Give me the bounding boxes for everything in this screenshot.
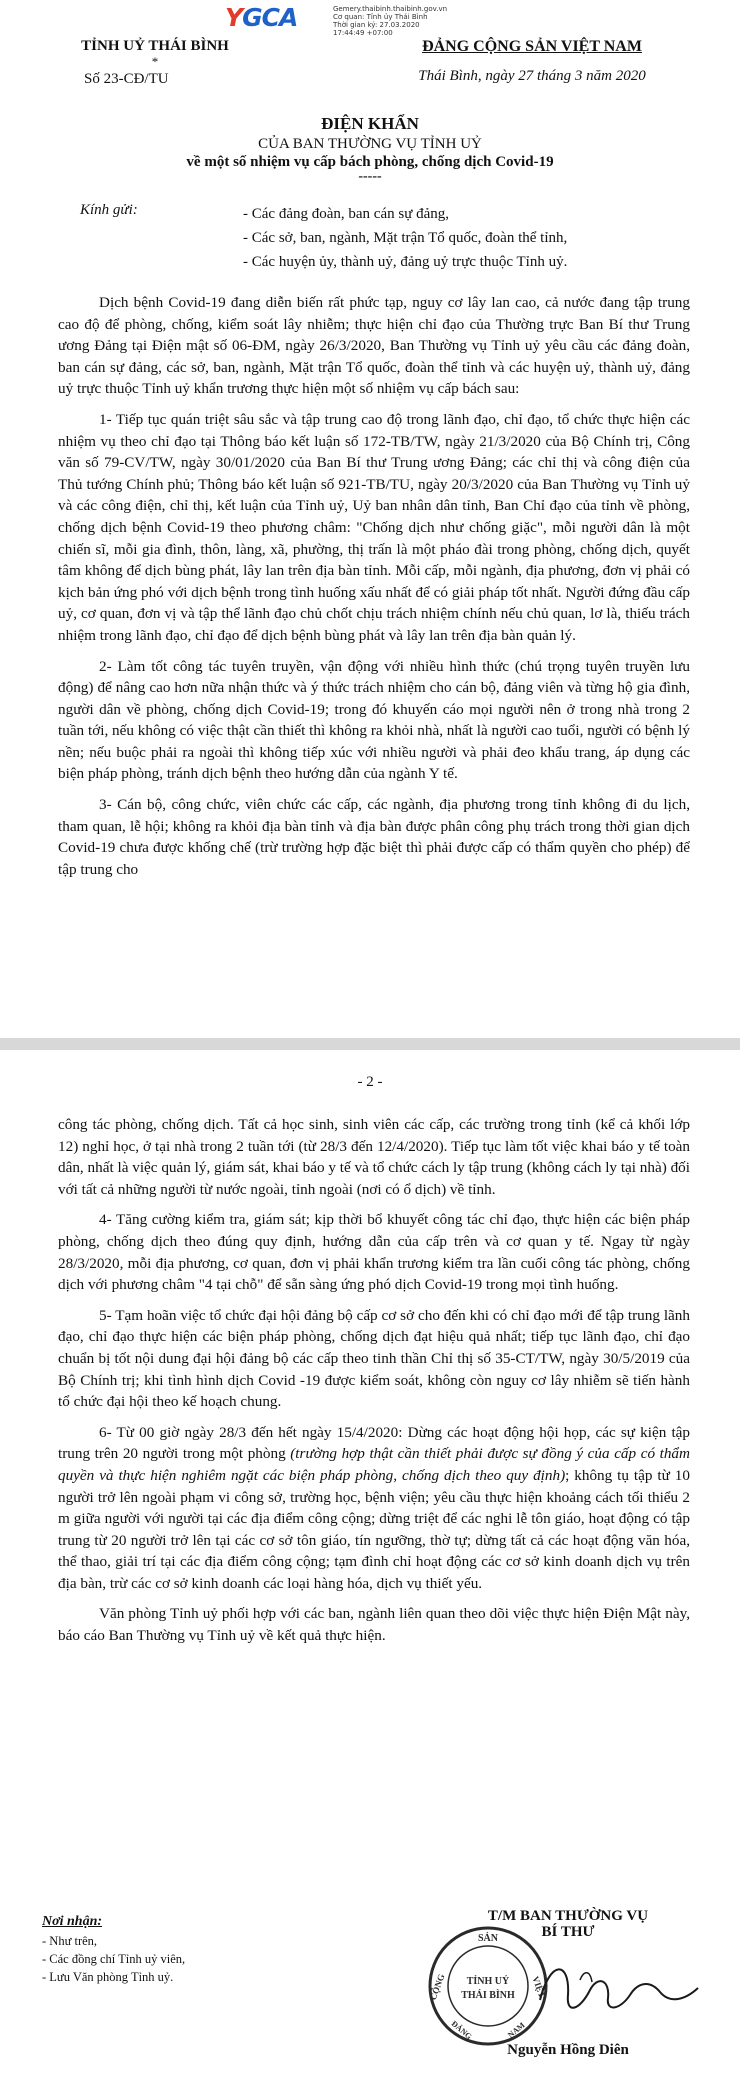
item-5-paragraph: 5- Tạm hoãn việc tổ chức đại hội đảng bộ cấp cơ sở cho đến khi có chỉ đạo mới để tập trung lãnh đạo, chỉ đạo thực hiện các biện pháp phòng, chống dịch đạt hiệu quả nhất; tiếp tục lãnh đạo, chỉ đạo chuẩn bị tốt nội dung đại hội đảng bộ các cấp theo tinh thần Chỉ thị số 35-CT/TW, ngày 30/5/2019 của Bộ Chính trị; khi tình hình dịch Covid -19 được kiểm soát, không còn nguy cơ lây nhiễm sẽ tiến hành tổ chức đại hội theo kế hoạch chung. <box>58 1306 690 1411</box>
document-title <box>0 114 740 183</box>
item-2-paragraph: 2- Làm tốt công tác tuyên truyền, vận động với nhiều hình thức (chú trọng tuyên truyền lưu động) để nâng cao hơn nữa nhận thức và ý thức trách nhiệm cho cán bộ, đảng viên và từng hộ gia đình, người dân về phòng, chống dịch Covid-19; trong đó khuyến cáo mọi người nên ở trong nhà trong 2 tuần tới, nếu không có việc thật cần thiết thì không ra khỏi nhà, nhất là người cao tuổi, người có bệnh lý nền; nếu buộc phải ra ngoài thì không tiếp xúc với nhiều người và phải đeo khẩu trang, áp dụng các biện pháp phòng, tránh dịch bệnh theo hướng dẫn của ngành Y tế. <box>58 657 690 783</box>
seal-text-bottom-left: ĐẢNG <box>449 2019 474 2042</box>
recipients-list <box>243 202 723 274</box>
star-divider: * <box>151 54 159 69</box>
ygca-logo <box>225 3 475 37</box>
item-6-text-a: 6- Từ 00 giờ ngày 28/3 đến hết ngày 15/4/2020: Dừng các hoạt động hội họp, các sự kiện tập trung trên 20 người trong một phòng <box>58 1423 690 1463</box>
recipient-item: - Các huyện ủy, thành uỷ, đảng uỷ trực thuộc Tỉnh uỷ. <box>243 254 568 270</box>
digital-signature-stamp <box>333 5 447 37</box>
handwritten-signature <box>520 1940 710 2030</box>
page-number: - 2 - <box>357 1074 383 1090</box>
item-3-paragraph: 3- Cán bộ, công chức, viên chức các cấp, các ngành, địa phương trong tỉnh không đi du lịch, tham quan, lễ hội; không ra khỏi địa bàn tỉnh và địa bàn được phân công phụ trách trong thời gian dịch Covid-19 chưa được khống chế (trừ trường hợp đặc biệt thì phải được cấp có thẩm quyền cho phép) để tập trung cho <box>58 796 690 878</box>
place-date: Thái Bình, ngày 27 tháng 3 năm 2020 <box>418 68 646 84</box>
stamp-line: Thời gian ký: 27.03.2020 <box>333 21 420 29</box>
item-6-paragraph <box>58 1422 690 1595</box>
issuer-org: TỈNH UỶ THÁI BÌNH <box>81 38 229 54</box>
seal-text-left: CỘNG <box>427 1972 447 2002</box>
title-subject: về một số nhiệm vụ cấp bách phòng, chống dịch Covid-19 <box>186 154 554 170</box>
logo-mark-gca: GCA <box>242 3 298 32</box>
item-3-continued: công tác phòng, chống dịch. Tất cả học sinh, sinh viên các cấp, các trường trong tỉnh (kể cả khối lớp 12) nghỉ học, ở tại nhà trong 2 tuần tới (từ 28/3 đến 12/4/2020). Tiếp tục làm tốt việc khai báo y tế toàn dân, nhất là việc quản lý, giám sát, khai báo y tế và tổ chức cách ly tập trung (không cách ly tại nhà) đối với tất cả những người từ nước ngoài, tỉnh ngoài (nơi có ổ dịch) về tỉnh. <box>58 1116 690 1198</box>
seal-text-bottom-right: NAM <box>506 2020 527 2040</box>
receiver-item: - Như trên, <box>42 1934 98 1948</box>
body-page-1 <box>58 292 690 889</box>
receiver-item: - Các đồng chí Tỉnh uỷ viên, <box>42 1952 186 1966</box>
body-page-2 <box>58 1114 690 1656</box>
title-divider: ----- <box>358 169 382 184</box>
seal-text-center-1: TỈNH UỶ <box>466 1976 510 1987</box>
logo-mark-y: Y <box>225 3 243 32</box>
page-separator <box>0 1038 740 1050</box>
recipient-item: - Các sở, ban, ngành, Mặt trận Tổ quốc, đoàn thể tỉnh, <box>243 230 568 246</box>
seal-text-center-2: THÁI BÌNH <box>461 1990 515 2001</box>
item-6-text-b: ; không tụ tập từ 10 người trở lên ngoài phạm vi công sở, trường học, bệnh viện; yêu cầu thực hiện khoảng cách tối thiểu 2 m giữa người với người tại các địa điểm công cộng; dừng triệt để các nghi lễ tôn giáo, hoạt động có tập trung từ 20 người trở lên tại các cơ sở tôn giáo, tín ngưỡng, thờ tự; dừng tất cả các hoạt động văn hóa, thể thao, giải trí tại các địa điểm công cộng; tạm đình chỉ hoạt động các cơ sở kinh doanh dịch vụ trên địa bàn, trừ các cơ sở kinh doanh các loại hàng hóa, dịch vụ thiết yếu. <box>58 1466 690 1592</box>
receivers-heading: Nơi nhận: <box>42 1914 103 1929</box>
document-number: Số 23-CĐ/TU <box>84 71 169 87</box>
intro-paragraph: Dịch bệnh Covid-19 đang diễn biến rất phức tạp, nguy cơ lây lan cao, cả nước đang tập trung cao độ để phòng, chống, kiểm soát lây nhiễm; thực hiện chỉ đạo của Thường trực Ban Bí thư Trung ương Đảng tại Điện mật số 06-ĐM, ngày 26/3/2020, Ban Thường vụ Tỉnh uỷ yêu cầu các đảng đoàn, ban cán sự đảng, các sở, ban, ngành, Mặt trận Tổ quốc, đoàn thể tỉnh và các huyện uỷ, thành uỷ, đảng uỷ trực thuộc Tỉnh uỷ khẩn trương thực hiện một số nhiệm vụ cấp bách sau: <box>58 294 690 398</box>
item-4-paragraph: 4- Tăng cường kiểm tra, giám sát; kịp thời bổ khuyết công tác chỉ đạo, thực hiện các biện pháp phòng, chống dịch theo đúng quy định, hướng dẫn của cấp trên và cơ quan y tế. Ngay từ ngày 28/3/2020, mỗi địa phương, cơ quan, đơn vị phải khẩn trương kiểm tra lần cuối công tác phòng, chống dịch với phương châm "4 tại chỗ" để sẵn sàng ứng phó dịch Covid-19 trong mọi tình huống. <box>58 1211 690 1294</box>
stamp-line: 17:44:49 +07:00 <box>333 29 393 37</box>
item-6-italic: (trường hợp thật cần thiết phải được sự đồng ý của cấp có thẩm quyền và thực hiện nghiêm ngặt các biện pháp phòng, chống dịch theo quy định) <box>58 1445 690 1484</box>
closing-paragraph: Văn phòng Tỉnh uỷ phối hợp với các ban, ngành liên quan theo dõi việc thực hiện Điện Mật này, báo cáo Ban Thường vụ Tỉnh uỷ về kết quả thực hiện. <box>58 1605 690 1645</box>
seal-text-top: SẢN <box>477 1933 499 1944</box>
receivers-list <box>42 1932 302 1986</box>
stamp-line: Gemery.thaibinh.thaibinh.gov.vn <box>333 5 448 13</box>
document-page-1 <box>0 0 740 1038</box>
signer-name: Nguyễn Hồng Diên <box>507 2042 629 2058</box>
item-1-paragraph: 1- Tiếp tục quán triệt sâu sắc và tập trung cao độ trong lãnh đạo, chỉ đạo, tổ chức thực hiện các nhiệm vụ theo chỉ đạo tại Thông báo kết luận số 172-TB/TW, ngày 21/3/2020 của Bộ Chính trị, Công văn số 79-CV/TW, ngày 30/01/2020 của Ban Bí thư Trung ương Đảng; các chỉ thị và công điện của Thủ tướng Chính phủ; Thông báo kết luận số 921-TB/TU, ngày 20/3/2020 của Ban Thường vụ Tỉnh uỷ và các công điện, chỉ thị, kết luận của Tỉnh uỷ, Uỷ ban nhân dân tỉnh, Ban Chỉ đạo của tỉnh về phòng, chống dịch bệnh Covid-19 theo phương châm: "Chống dịch như chống giặc", mỗi người dân là một chiến sĩ, mỗi gia đình, thôn, làng, xã, phường, thị trấn là một pháo đài trong phòng, chống dịch, quyết tâm không để dịch bùng phát, lây lan trên địa bàn tỉnh. Mỗi cấp, mỗi ngành, địa phương, đơn vị phải có kịch bản ứng phó với dịch bệnh trong tình huống xấu nhất để có giải pháp tốt nhất. Người đứng đầu cấp uỷ, cơ quan, đơn vị và tập thể lãnh đạo chủ chốt chịu trách nhiệm chính nếu chủ quan, lơ là, thiếu trách nhiệm trong lãnh đạo, chỉ đạo để dịch bệnh bùng phát và lây lan trên địa bàn quản lý. <box>58 410 690 644</box>
seal-text-right: VIỆT <box>530 1974 548 2000</box>
stamp-line: Cơ quan: Tỉnh ủy Thái Bình <box>333 13 428 21</box>
issuer-block <box>40 38 270 88</box>
party-name: ĐẢNG CỘNG SẢN VIỆT NAM <box>422 38 642 55</box>
title-line-1: ĐIỆN KHẨN <box>321 114 419 133</box>
party-block <box>352 38 712 85</box>
signature-role: BÍ THƯ <box>541 1924 595 1940</box>
recipients-label: Kính gửi: <box>80 202 138 218</box>
title-line-2: CỦA BAN THƯỜNG VỤ TỈNH UỶ <box>258 136 482 152</box>
receivers-block <box>42 1914 302 1986</box>
recipient-item: - Các đảng đoàn, ban cán sự đảng, <box>243 206 449 222</box>
receiver-item: - Lưu Văn phòng Tỉnh uỷ. <box>42 1970 174 1984</box>
signature-on-behalf: T/M BAN THƯỜNG VỤ <box>487 1908 649 1924</box>
